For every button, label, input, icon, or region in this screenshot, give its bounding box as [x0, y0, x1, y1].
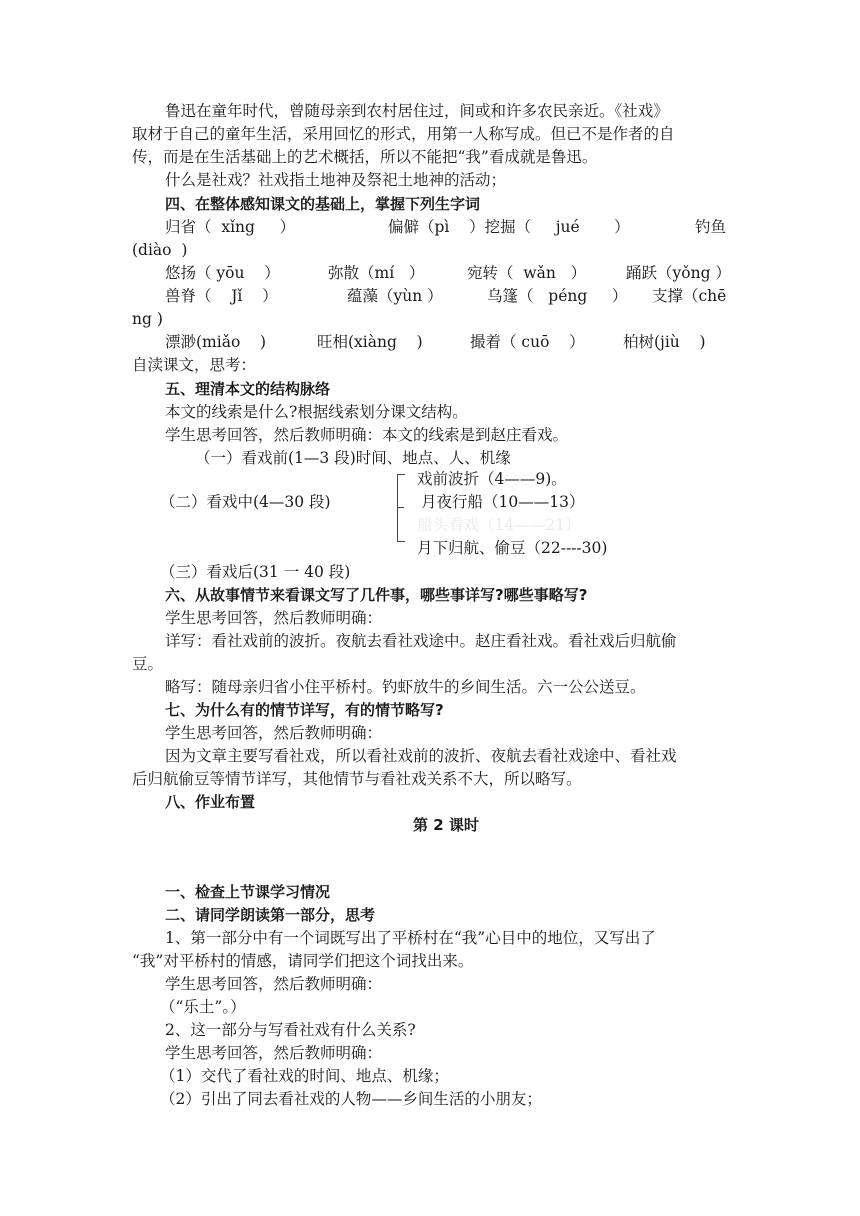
section-7-heading: 七、为什么有的情节详写，有的情节略写? — [165, 701, 444, 719]
lesson2-line-1: 1、第一部分中有一个词既写出了平桥村在“我”心目中的地位，又写出了 — [165, 929, 656, 947]
s5-sub-1: 戏前波折（4——9)。 — [417, 470, 567, 488]
vocab-zhicheng-cont: ng ) — [132, 310, 163, 328]
lesson2-line-6: 学生思考回答，然后教师明确： — [165, 1044, 383, 1062]
s5-line-1: 本文的线索是什么?根据线索划分课文结构。 — [165, 403, 468, 421]
vocab-wanzhuan: 宛转（ wǎn ） — [467, 264, 587, 282]
structure-bracket — [397, 474, 405, 542]
vocab-yunzao: 蕴藻（yùn ） — [347, 287, 443, 305]
vocab-wupeng: 乌篷（ péng ） — [487, 287, 628, 305]
s6-line-1: 学生思考回答，然后教师明确： — [165, 609, 383, 627]
section-5-heading: 五、理清本文的结构脉络 — [165, 380, 331, 398]
s5-part-3: （三）看戏后(31 一 40 段) — [160, 563, 351, 581]
lesson-2-title: 第 2 课时 — [413, 816, 479, 834]
intro-line-3: 传，而是在生活基础上的艺术概括，所以不能把“我”看成就是鲁迅。 — [132, 148, 598, 166]
s7-line-2: 因为文章主要写看社戏，所以看社戏前的波折、夜航去看社戏途中、看社戏 — [165, 747, 677, 765]
vocab-cuozhe: 撮着（ cuō ） — [470, 333, 585, 351]
vocab-pianpi-wajue: 偏僻（pì ）挖掘（ jué ） — [388, 218, 630, 236]
s6-line-3: 豆。 — [132, 655, 164, 673]
lesson2-heading-1: 一、检查上节课学习情况 — [165, 883, 331, 901]
lesson2-line-7: （1）交代了看社戏的时间、地点、机缘； — [160, 1067, 449, 1085]
lesson2-heading-2: 二、请同学朗读第一部分，思考 — [165, 906, 376, 924]
s5-part-1: （一）看戏前(1—3 段)时间、地点、人、机缘 — [195, 449, 511, 467]
vocab-guixing: 归省（ xǐng ） — [165, 218, 296, 236]
self-read-line: 自渎课文，思考： — [132, 356, 257, 374]
intro-line-2: 取材于自己的童年生活，采用回忆的形式，用第一人称写成。但已不是作者的自 — [132, 125, 675, 143]
intro-line-1: 鲁迅在童年时代，曾随母亲到农村居住过，间或和许多农民亲近。《社戏》 — [165, 102, 669, 120]
lesson2-line-2: “我”对平桥村的情感，请同学们把这个词找出来。 — [132, 952, 474, 970]
vocab-youyang: 悠扬（ yōu ） — [165, 264, 280, 282]
s7-line-1: 学生思考回答，然后教师明确： — [165, 724, 383, 742]
section-4-heading: 四、在整体感知课文的基础上，掌握下列生字词 — [165, 195, 481, 213]
s6-line-2: 详写：看社戏前的波折。夜航去看社戏途中。赵庄看社戏。看社戏后归航偷 — [165, 632, 677, 650]
lesson2-line-5: 2、这一部分与写看社戏有什么关系? — [165, 1021, 416, 1039]
s5-sub-4: 月下归航、偷豆（22----30) — [417, 539, 608, 557]
vocab-zhicheng: 支撑（chē — [652, 287, 727, 305]
s6-line-4: 略写：随母亲归省小住平桥村。钓虾放牛的乡间生活。六一公公送豆。 — [165, 678, 646, 696]
s5-sub-2: 月夜行船（10——13） — [421, 493, 585, 511]
vocab-piaomiao: 漂渺(miǎo ) — [165, 333, 267, 351]
intro-line-4: 什么是社戏？社戏指土地神及祭祀土地神的活动； — [165, 171, 507, 189]
lesson2-line-4: （“乐土”。） — [160, 998, 246, 1016]
vocab-jiushu: 柏树(jiù ) — [623, 333, 706, 351]
vocab-shouji: 兽脊（ Jǐ ） — [165, 287, 278, 305]
s5-line-2: 学生思考回答，然后教师明确：本文的线索是到赵庄看戏。 — [165, 426, 569, 444]
s5-sub-3: 船头看戏（14——21） — [417, 516, 581, 534]
lesson2-line-3: 学生思考回答，然后教师明确： — [165, 975, 383, 993]
section-6-heading: 六、从故事情节来看课文写了几件事，哪些事详写?哪些事略写? — [165, 586, 588, 604]
s7-line-3: 后归航偷豆等情节详写，其他情节与看社戏关系不大，所以略写。 — [132, 770, 582, 788]
vocab-diaoyu-pinyin: (diào ) — [132, 241, 188, 259]
lesson2-line-8: （2）引出了同去看社戏的人物——乡间生活的小朋友； — [160, 1090, 542, 1108]
s5-part-2: （二）看戏中(4—30 段) — [160, 493, 331, 511]
vocab-wangxiang: 旺相(xiàng ) — [317, 333, 423, 351]
structure-bracket-mid — [397, 507, 404, 508]
vocab-misan: 弥散（mí ） — [328, 264, 425, 282]
section-8-heading: 八、作业布置 — [165, 793, 256, 811]
vocab-yongyue: 踊跃（yǒng ） — [626, 264, 731, 282]
vocab-diaoyu: 钓鱼 — [695, 218, 727, 236]
